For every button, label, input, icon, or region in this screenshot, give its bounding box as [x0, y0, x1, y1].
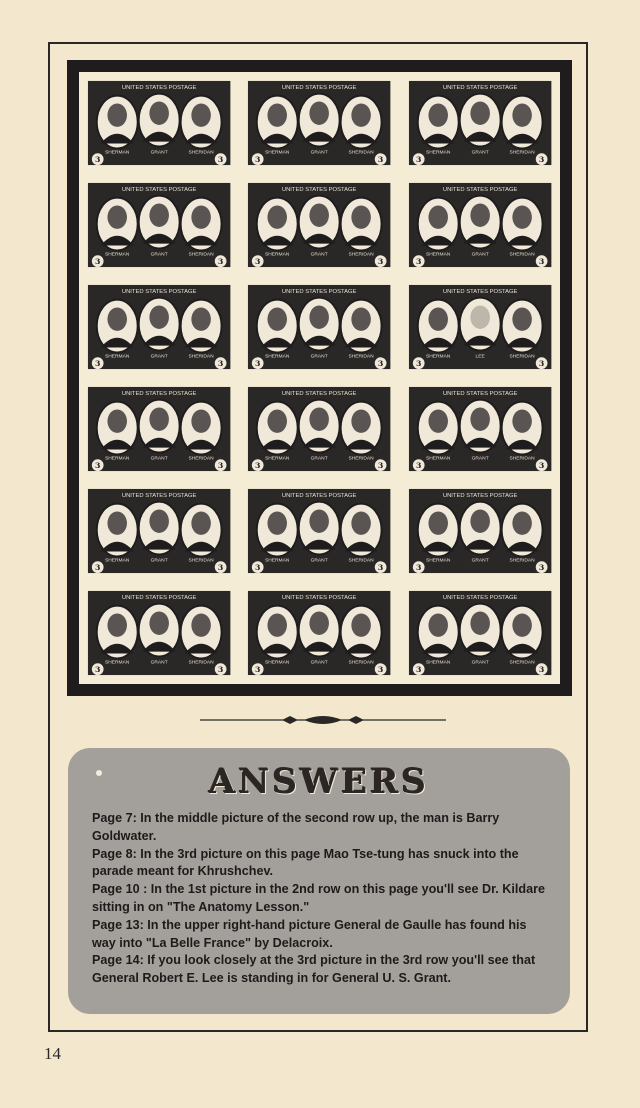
- stamp-header: UNITED STATES POSTAGE: [442, 288, 518, 295]
- stamp-header: UNITED STATES POSTAGE: [442, 594, 518, 601]
- stamp-denomination: 3: [217, 257, 224, 267]
- stamp-name: SHERMAN: [105, 558, 130, 564]
- stamp-name: SHERIDAN: [188, 660, 214, 666]
- stamp-denomination: 3: [415, 563, 422, 573]
- stamp-header: UNITED STATES POSTAGE: [442, 492, 518, 499]
- stamp-name: SHERIDAN: [188, 456, 214, 462]
- stamp: [84, 485, 234, 577]
- stamp-denomination: 3: [217, 461, 224, 471]
- stamp: [405, 587, 555, 679]
- answer-item: Page 10 : In the 1st picture in the 2nd row on this page you'll see Dr. Kildare sitting in on "The Anatomy Lesson.": [92, 882, 545, 914]
- stamp-grid: [79, 72, 560, 684]
- stamp-denomination: 3: [255, 359, 261, 369]
- stamp-name: SHERIDAN: [188, 150, 214, 156]
- stamp-denomination: 3: [94, 665, 101, 675]
- stamp-name: GRANT: [310, 252, 329, 258]
- stamp-name: LEE: [475, 354, 485, 360]
- stamp-name: SHERIDAN: [509, 150, 535, 156]
- stamp-header: UNITED STATES POSTAGE: [121, 492, 197, 499]
- stamp-name: SHERIDAN: [348, 354, 375, 360]
- stamp-denomination: 3: [217, 155, 224, 165]
- stamp-name: GRANT: [150, 660, 168, 666]
- stamp-name: SHERIDAN: [509, 456, 535, 462]
- stamp-denomination: 3: [538, 461, 544, 471]
- stamp-name: SHERIDAN: [348, 252, 375, 258]
- stamp-header: UNITED STATES POSTAGE: [121, 84, 197, 91]
- stamp-name: SHERMAN: [425, 558, 451, 564]
- stamp: [405, 281, 555, 373]
- stamp-header: UNITED STATES POSTAGE: [282, 186, 357, 193]
- stamp-denomination: 3: [255, 461, 261, 471]
- stamp-denomination: 3: [538, 665, 544, 675]
- page-number: 14: [44, 1044, 61, 1063]
- stamp: [405, 485, 555, 577]
- stamp-header: UNITED STATES POSTAGE: [121, 288, 197, 295]
- stamp-header: UNITED STATES POSTAGE: [121, 594, 197, 601]
- stamp-name: GRANT: [150, 252, 168, 258]
- stamp-name: SHERMAN: [105, 354, 130, 360]
- answers-list: [92, 810, 552, 988]
- stamp-denomination: 3: [217, 563, 224, 573]
- stamp-header: UNITED STATES POSTAGE: [282, 288, 357, 295]
- stamp-denomination: 3: [415, 155, 422, 165]
- stamp-name: SHERIDAN: [509, 252, 535, 258]
- stamp-name: GRANT: [150, 150, 168, 156]
- stamp-name: GRANT: [310, 150, 329, 156]
- stamp-name: GRANT: [471, 456, 489, 462]
- stamp: [405, 383, 555, 475]
- stamp: [405, 179, 555, 271]
- stamp-denomination: 3: [415, 461, 422, 471]
- stamp-header: UNITED STATES POSTAGE: [121, 186, 197, 193]
- stamp-denomination: 3: [255, 155, 261, 165]
- stamp: [405, 77, 555, 169]
- stamp-name: SHERIDAN: [348, 660, 375, 666]
- stamp-header: UNITED STATES POSTAGE: [282, 492, 357, 499]
- stamp-name: SHERIDAN: [348, 150, 375, 156]
- stamp-name: GRANT: [150, 354, 168, 360]
- stamp-denomination: 3: [94, 461, 101, 471]
- answer-item: Page 8: In the 3rd picture on this page Mao Tse-tung has snuck into the parade meant for Khrushchev.: [92, 846, 519, 879]
- stamp-name: SHERIDAN: [348, 558, 375, 564]
- stamp-denomination: 3: [415, 257, 422, 267]
- stamp-name: GRANT: [471, 252, 489, 258]
- stamp-name: SHERMAN: [265, 558, 290, 564]
- stamp-denomination: 3: [94, 359, 101, 369]
- stamp-denomination: 3: [255, 563, 261, 573]
- stamp: [84, 281, 234, 373]
- stamp-name: GRANT: [310, 354, 329, 360]
- stamp-header: UNITED STATES POSTAGE: [442, 84, 518, 91]
- stamp-name: GRANT: [471, 150, 489, 156]
- answers-box: [68, 748, 570, 1014]
- stamp: [84, 77, 234, 169]
- stamp-denomination: 3: [538, 257, 544, 267]
- stamp-denomination: 3: [538, 563, 544, 573]
- stamp-name: SHERIDAN: [188, 558, 214, 564]
- stamp-name: GRANT: [471, 660, 489, 666]
- stamp-name: SHERMAN: [105, 660, 130, 666]
- stamp-name: SHERMAN: [425, 252, 451, 258]
- stamp-name: GRANT: [471, 558, 489, 564]
- stamp-name: SHERMAN: [425, 354, 451, 360]
- stamp-name: GRANT: [310, 660, 329, 666]
- stamp: [84, 179, 234, 271]
- stamp-name: SHERMAN: [425, 150, 451, 156]
- stamp: [84, 383, 234, 475]
- stamp-denomination: 3: [378, 563, 384, 573]
- stamp-denomination: 3: [378, 359, 384, 369]
- stamp-name: SHERMAN: [265, 150, 290, 156]
- stamp-name: GRANT: [150, 456, 168, 462]
- stamp-header: UNITED STATES POSTAGE: [442, 186, 518, 193]
- stamp: [244, 587, 394, 679]
- stamp-denomination: 3: [255, 257, 261, 267]
- ornamental-divider: [200, 712, 446, 728]
- stamp-denomination: 3: [378, 665, 384, 675]
- stamp: [84, 587, 234, 679]
- stamp-name: SHERMAN: [425, 660, 451, 666]
- stamp-name: SHERMAN: [105, 252, 130, 258]
- stamp: [244, 281, 394, 373]
- stamp-denomination: 3: [217, 359, 224, 369]
- stamp-denomination: 3: [378, 155, 384, 165]
- stamp-header: UNITED STATES POSTAGE: [282, 390, 357, 397]
- stamp-name: GRANT: [310, 456, 329, 462]
- stamp: [244, 77, 394, 169]
- stamp-name: SHERMAN: [265, 354, 290, 360]
- stamp-denomination: 3: [94, 257, 101, 267]
- answer-item: Page 14: If you look closely at the 3rd picture in the 3rd row you'll see that General Robert E. Lee is standing in for General U. S. Grant.: [92, 953, 536, 986]
- stamp-name: SHERIDAN: [509, 558, 535, 564]
- stamp-denomination: 3: [538, 155, 544, 165]
- answer-item: Page 13: In the upper right-hand picture General de Gaulle has found his way into "La Belle France" by Delacroix.: [92, 917, 527, 950]
- stamp-name: SHERMAN: [265, 660, 290, 666]
- stamp-name: SHERIDAN: [509, 660, 535, 666]
- stamp-name: SHERIDAN: [348, 456, 375, 462]
- stamp-denomination: 3: [94, 155, 101, 165]
- stamp-denomination: 3: [255, 665, 261, 675]
- stamp-name: SHERIDAN: [509, 354, 535, 360]
- stamp-denomination: 3: [415, 665, 422, 675]
- stamp-name: GRANT: [310, 558, 329, 564]
- stamp: [244, 179, 394, 271]
- stamp-header: UNITED STATES POSTAGE: [121, 390, 197, 397]
- stamp-denomination: 3: [217, 665, 224, 675]
- stamp: [244, 485, 394, 577]
- stamp-header: UNITED STATES POSTAGE: [282, 594, 357, 601]
- answer-item: Page 7: In the middle picture of the second row up, the man is Barry Goldwater.: [92, 811, 500, 843]
- stamp-denomination: 3: [538, 359, 544, 369]
- stamp-name: SHERIDAN: [188, 354, 214, 360]
- stamp-header: UNITED STATES POSTAGE: [282, 84, 357, 91]
- stamp-name: SHERMAN: [265, 252, 290, 258]
- stamp: [244, 383, 394, 475]
- stamp-denomination: 3: [415, 359, 422, 369]
- stamp-denomination: 3: [94, 563, 101, 573]
- stamp-name: GRANT: [150, 558, 168, 564]
- stamp-name: SHERIDAN: [188, 252, 214, 258]
- stamp-sheet: [67, 60, 572, 696]
- stamp-header: UNITED STATES POSTAGE: [442, 390, 518, 397]
- stamp-denomination: 3: [378, 257, 384, 267]
- stamp-name: SHERMAN: [105, 150, 130, 156]
- stamp-denomination: 3: [378, 461, 384, 471]
- stamp-name: SHERMAN: [265, 456, 290, 462]
- stamp-name: SHERMAN: [425, 456, 451, 462]
- answers-title: ANSWERS: [209, 762, 429, 802]
- stamp-name: SHERMAN: [105, 456, 130, 462]
